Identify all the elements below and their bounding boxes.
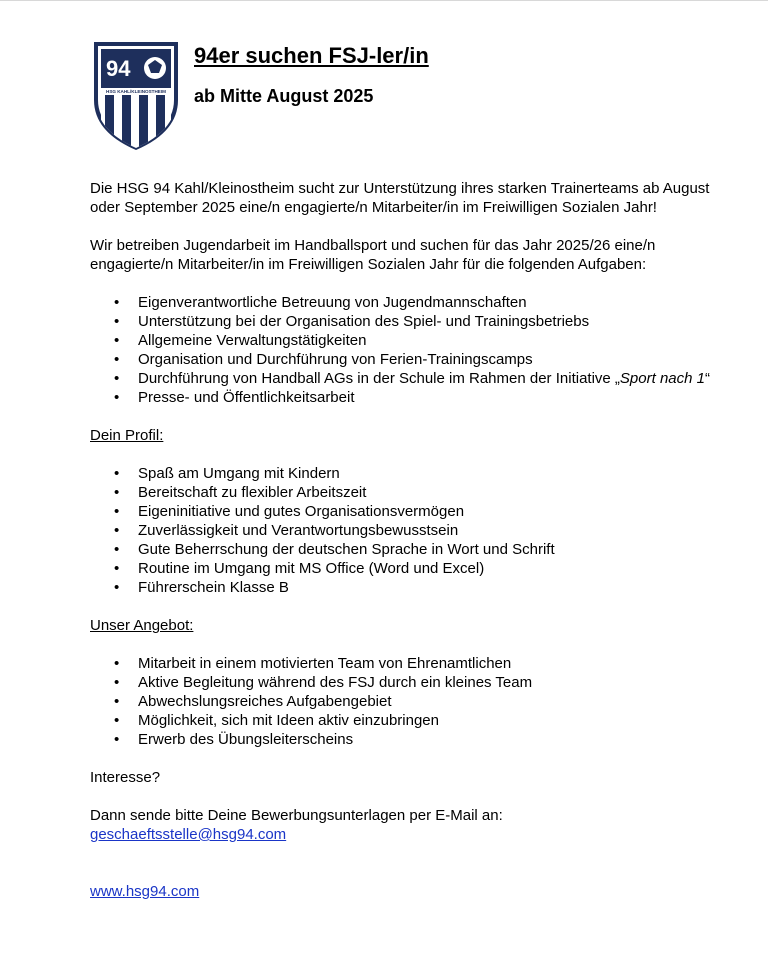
list-item: • Erwerb des Übungsleiterscheins — [114, 731, 354, 748]
list-item: • Abwechslungsreiches Aufgabengebiet — [114, 693, 392, 710]
offer-list — [90, 654, 710, 749]
list-item: • Führerschein Klasse B — [114, 579, 289, 596]
intro-paragraph: Die HSG 94 Kahl/Kleinostheim sucht zur Unterstützung ihres starken Trainerteams ab August oder September 2025 eine/n engagierte/n Mitarbeiter/in im Freiwilligen Sozialen Jahr! — [90, 180, 710, 216]
top-border — [0, 0, 768, 1]
list-item: • Spaß am Umgang mit Kindern — [114, 465, 340, 482]
page-title: 94er suchen FSJ-ler/in — [194, 43, 429, 68]
profile-list — [90, 464, 710, 597]
list-item: • Aktive Begleitung während des FSJ durch ein kleines Team — [114, 674, 533, 691]
tasks-list — [90, 293, 710, 407]
website-link[interactable]: www.hsg94.com — [90, 883, 200, 900]
list-item: • Zuverlässigkeit und Verantwortungsbewusstsein — [114, 522, 459, 539]
email-link[interactable]: geschaeftsstelle@hsg94.com — [90, 826, 287, 843]
list-item: • Möglichkeit, sich mit Ideen aktiv einzubringen — [114, 712, 439, 729]
list-item: • Allgemeine Verwaltungstätigkeiten — [114, 332, 367, 349]
tasks-intro-paragraph: Wir betreiben Jugendarbeit im Handballsport und suchen für das Jahr 2025/26 eine/n engagierte/n Mitarbeiter/in im Freiwilligen Sozialen Jahr für die folgenden Aufgaben: — [90, 237, 656, 273]
list-item: • Bereitschaft zu flexibler Arbeitszeit — [114, 484, 367, 501]
list-item: • Eigenverantwortliche Betreuung von Jugendmannschaften — [114, 294, 527, 311]
list-item: • Routine im Umgang mit MS Office (Word und Excel) — [114, 560, 485, 577]
offer-heading: Unser Angebot: — [90, 617, 194, 634]
apply-text: Dann sende bitte Deine Bewerbungsunterlagen per E-Mail an: — [90, 807, 503, 824]
logo-text: HSG KAHL/KLEINOSTHEIM — [106, 89, 166, 94]
list-item: • Presse- und Öffentlichkeitsarbeit — [114, 389, 355, 406]
list-item: • Eigeninitiative und gutes Organisationsvermögen — [114, 503, 465, 520]
club-logo — [92, 40, 180, 150]
initiative-name: Sport nach 1 — [619, 370, 705, 387]
profile-heading: Dein Profil: — [90, 427, 164, 444]
list-item: • Mitarbeit in einem motivierten Team von Ehrenamtlichen — [114, 655, 512, 672]
list-item: • Organisation und Durchführung von Ferien-Trainingscamps — [114, 351, 533, 368]
list-item: • Gute Beherrschung der deutschen Sprache in Wort und Schrift — [114, 541, 555, 558]
page-subtitle: ab Mitte August 2025 — [194, 86, 374, 106]
list-item: • Durchführung von Handball AGs in der Schule im Rahmen der Initiative „Sport nach 1“ — [114, 370, 710, 387]
list-item: • Unterstützung bei der Organisation des Spiel- und Trainingsbetriebs — [114, 313, 590, 330]
document-body — [90, 179, 710, 901]
logo-number: 94 — [106, 56, 131, 81]
interest-text: Interesse? — [90, 769, 161, 786]
